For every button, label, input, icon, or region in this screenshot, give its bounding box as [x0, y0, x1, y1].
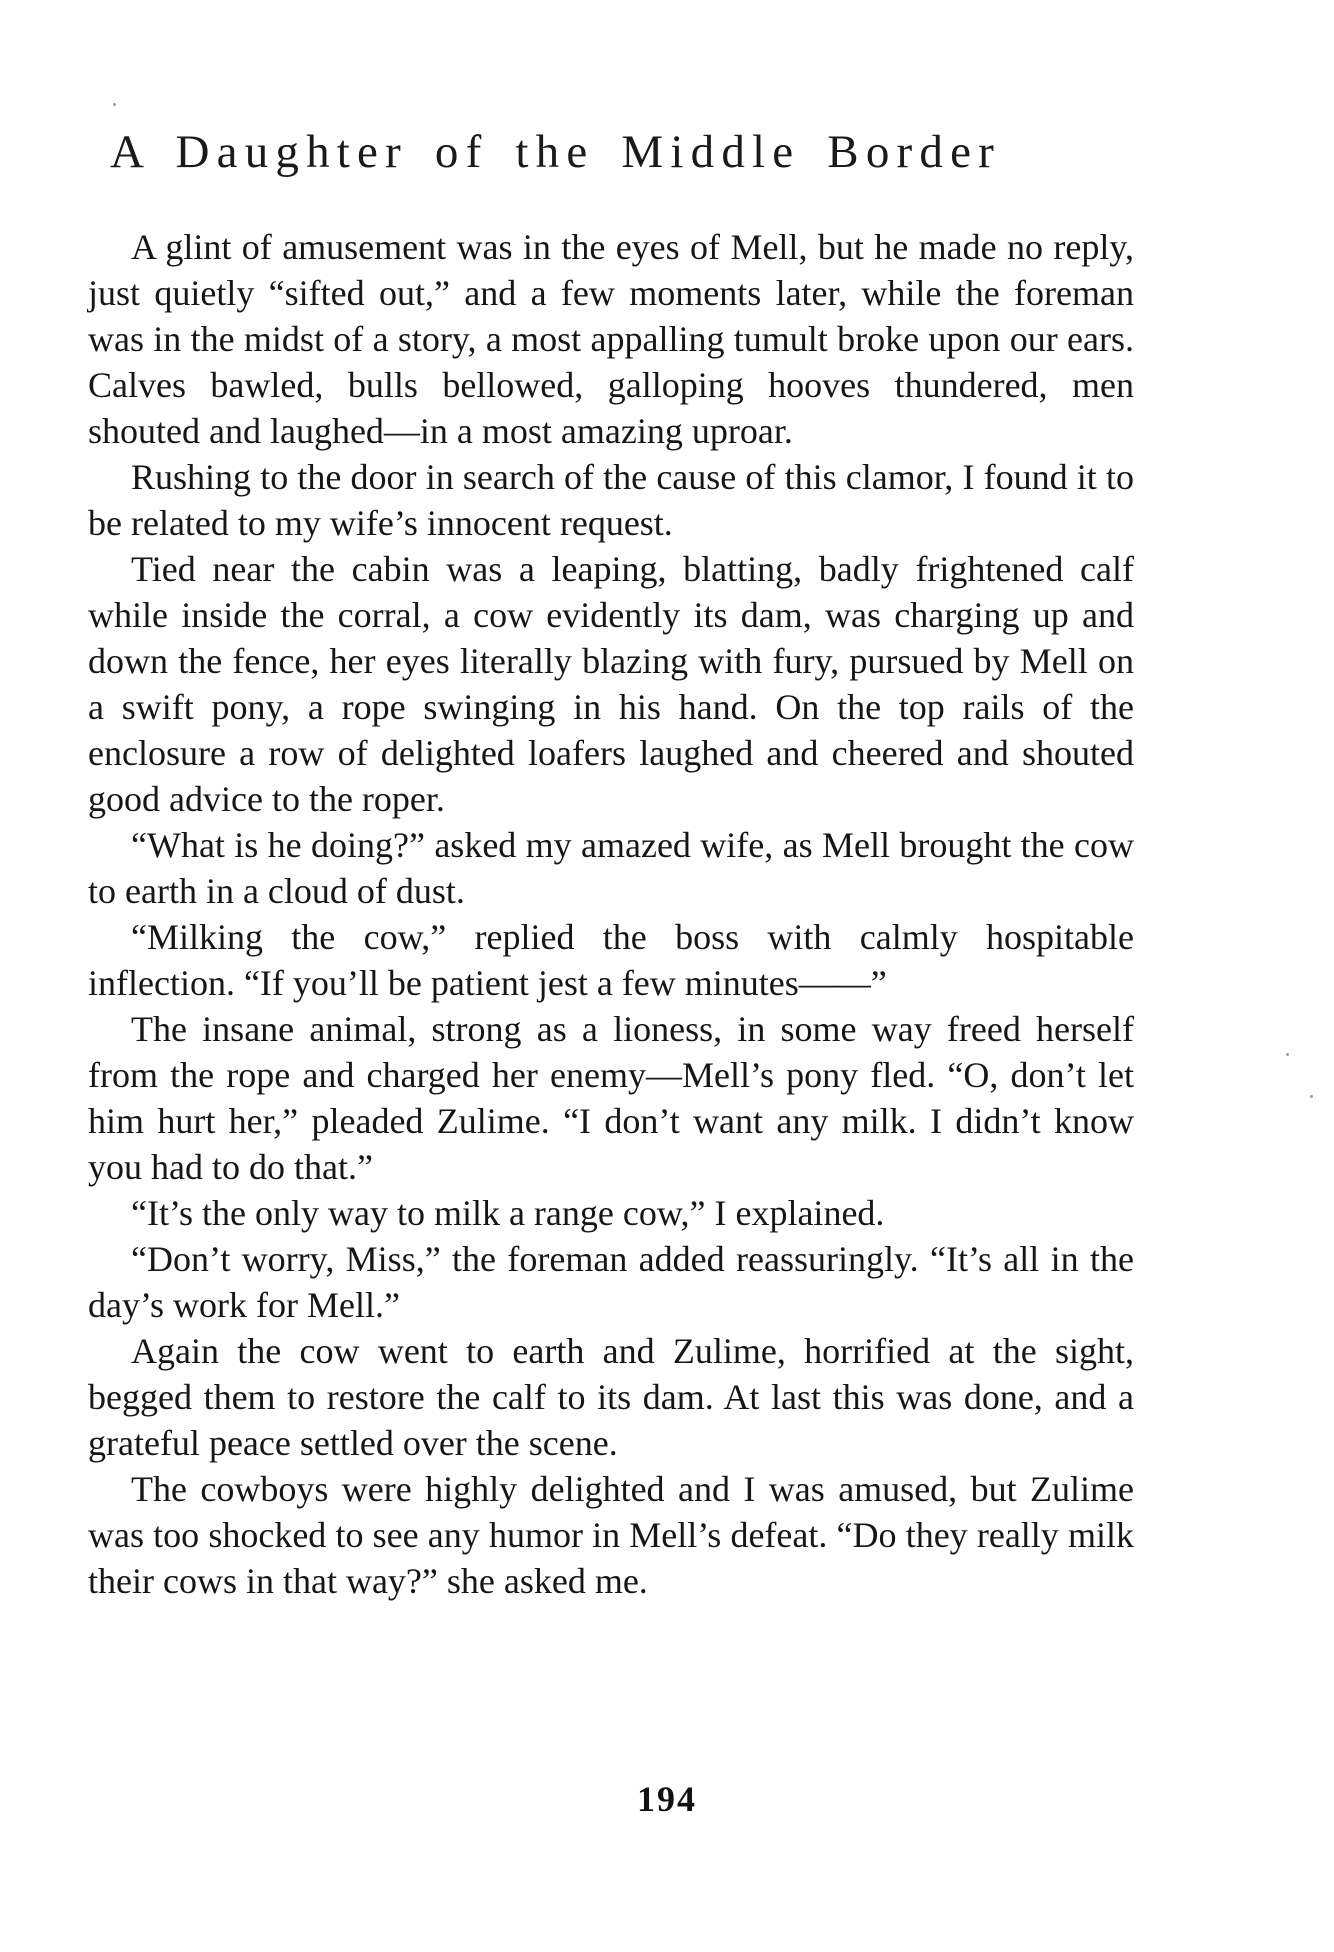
paper-speck [1286, 1053, 1289, 1056]
paragraph: “It’s the only way to milk a range cow,” I explained. [131, 1193, 885, 1233]
paragraph: “Milking the cow,” replied the boss with calmly hospitable inflection. “If you’ll be patient jest a few minutes——” [88, 917, 1134, 1003]
paragraph: Tied near the cabin was a leaping, blatting, badly frightened calf while inside the corral, a cow evidently its dam, was charging up and down the fence, her eyes literally blazing with fury, pursued by Mell on a swift pony, a rope swinging in his hand. On the top rails of the enclosure a row of delighted loafers laughed and cheered and shouted good advice to the roper. [88, 549, 1134, 819]
running-head: A Daughter of the Middle Border [110, 126, 1002, 178]
paragraph: Rushing to the door in search of the cause of this clamor, I found it to be related to my wife’s innocent request. [88, 457, 1134, 543]
paragraph: Again the cow went to earth and Zulime, horrified at the sight, begged them to restore the calf to its dam. At last this was done, and a grateful peace settled over the scene. [88, 1331, 1134, 1463]
paragraph: The insane animal, strong as a lioness, in some way freed herself from the rope and charged her enemy—Mell’s pony fled. “O, don’t let him hurt her,” pleaded Zulime. “I don’t want any milk. I didn’t know you had to do that.” [88, 1009, 1134, 1187]
body-text [88, 224, 1134, 1604]
paragraph: A glint of amusement was in the eyes of Mell, but he made no reply, just quietly “sifted out,” and a few moments later, while the foreman was in the midst of a story, a most appalling tumult broke upon our ears. Calves bawled, bulls bellowed, galloping hooves thundered, men shouted and laughed—in a most amazing uproar. [88, 227, 1134, 451]
paragraph: “Don’t worry, Miss,” the foreman added reassuringly. “It’s all in the day’s work for Mell.” [88, 1239, 1134, 1325]
paragraph: The cowboys were highly delighted and I was amused, but Zulime was too shocked to see any humor in Mell’s defeat. “Do they really milk their cows in that way?” she asked me. [88, 1469, 1134, 1601]
paragraph: “What is he doing?” asked my amazed wife, as Mell brought the cow to earth in a cloud of dust. [88, 825, 1134, 911]
paper-speck [1310, 1095, 1313, 1098]
paper-speck [113, 103, 116, 106]
page-number: 194 [637, 1779, 697, 1819]
